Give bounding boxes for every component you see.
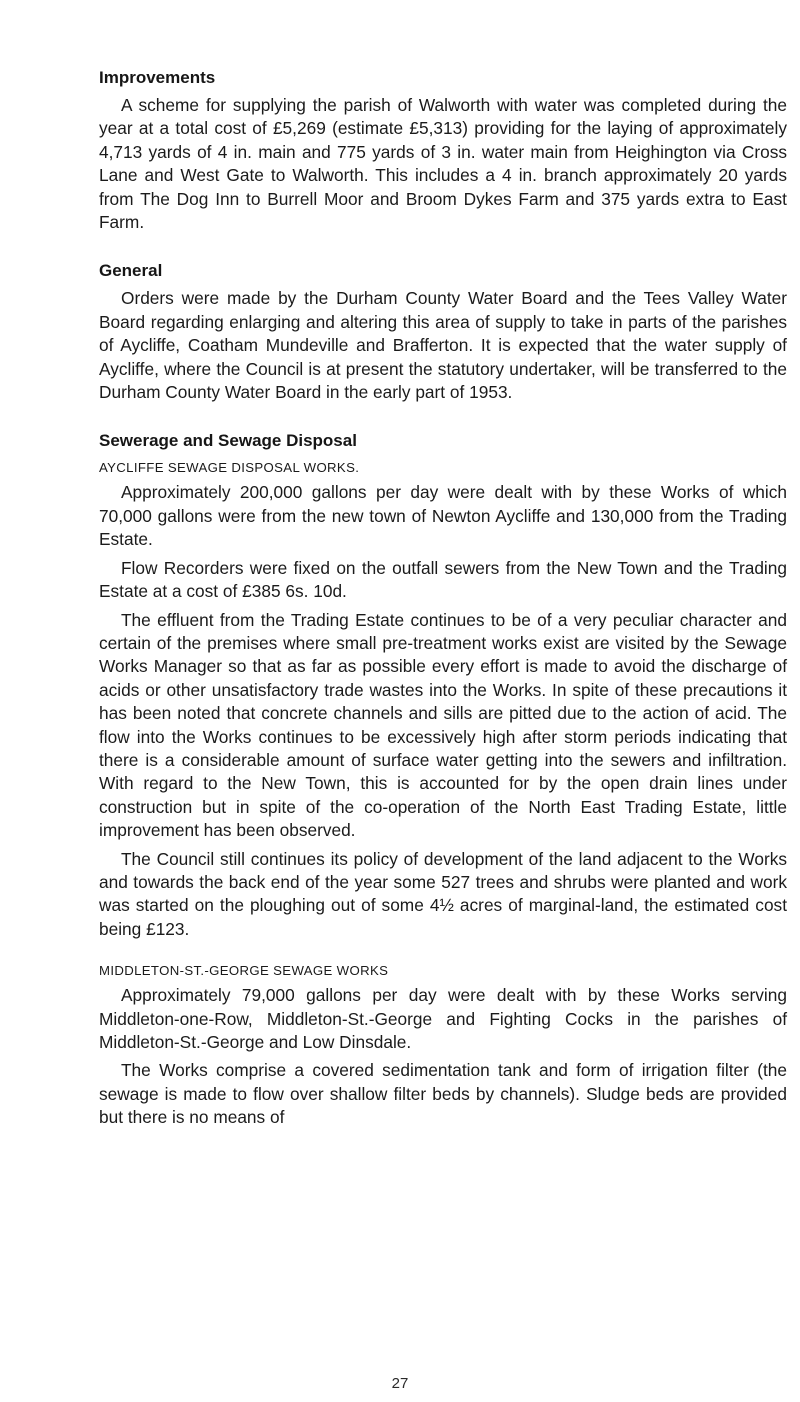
heading-sewerage: Sewerage and Sewage Disposal bbox=[99, 431, 357, 451]
paragraph-aycliffe-flow-recorders: Flow Recorders were fixed on the outfall sewers from the New Town and the Trading Estate at a cost of £385 6s. 10d. bbox=[99, 557, 787, 602]
heading-general: General bbox=[99, 261, 163, 281]
paragraph-aycliffe-volume: Approximately 200,000 gallons per day were dealt with by these Works of which 70,000 gallons were from the new town of Newton Aycliffe and 130,000 from the Trading Estate. bbox=[99, 482, 787, 550]
page-number: 27 bbox=[391, 1375, 409, 1392]
paragraph-aycliffe-effluent: The effluent from the Trading Estate continues to be of a very peculiar character and certain of the premises where small pre-treatment works exist are visited by the Sewage Works Manager so that as far as possible every effort is made to avoid the discharge of acids or other unsatisfactory trade wastes into the Works. In spite of these precautions it has been noted that concrete channels and sills are pitted due to the action of acid. The flow into the Works continues to be excessively high after storm periods indicating that there is a considerable amount of surface water getting into the sewers and infiltration. With regard to the New Town, this is accounted for by the open drain lines under construction but in spite of the co-operation of the North East Trading Estate, little improvement has been observed. bbox=[99, 609, 787, 841]
paragraph-improvements: A scheme for supplying the parish of Walworth with water was completed during the year at a total cost of £5,269 (estimate £5,313) providing for the laying of approximately 4,713 yards of 4 in. main and 775 yards of 3 in. water main from Heighington via Cross Lane and West Gate to Walworth. This includes a 4 in. branch approximately 20 yards from The Dog Inn to Burrell Moor and Broom Dykes Farm and 375 yards extra to East Farm. bbox=[99, 95, 787, 233]
subheading-aycliffe-works: AYCLIFFE SEWAGE DISPOSAL WORKS. bbox=[99, 460, 360, 476]
paragraph-middleton-works-description: The Works comprise a covered sedimentation tank and form of irrigation filter (the sewage is made to flow over shallow filter beds by channels). Sludge beds are provided but there is no means of bbox=[99, 1060, 787, 1128]
paragraph-middleton-volume: Approximately 79,000 gallons per day were dealt with by these Works serving Middleton-one-Row, Middleton-St.-George and Fighting Cocks in the parishes of Middleton-St.-George and Low Dinsdale. bbox=[99, 985, 787, 1052]
paragraph-aycliffe-land-development: The Council still continues its policy of development of the land adjacent to the Works and towards the back end of the year some 527 trees and shrubs were planted and work was started on the ploughing out of some 4½ acres of marginal-land, the estimated cost being £123. bbox=[99, 848, 787, 939]
subheading-middleton-works: MIDDLETON-ST.-GEORGE SEWAGE WORKS bbox=[99, 963, 389, 979]
heading-improvements: Improvements bbox=[99, 68, 216, 87]
document-page bbox=[99, 66, 787, 1135]
paragraph-general: Orders were made by the Durham County Water Board and the Tees Valley Water Board regarding enlarging and altering this area of supply to take in parts of the parishes of Aycliffe, Coatham Mundeville and Brafferton. It is expected that the water supply of Aycliffe, where the Council is at present the statutory undertaker, will be transferred to the Durham County Water Board in the early part of 1953. bbox=[99, 288, 787, 403]
